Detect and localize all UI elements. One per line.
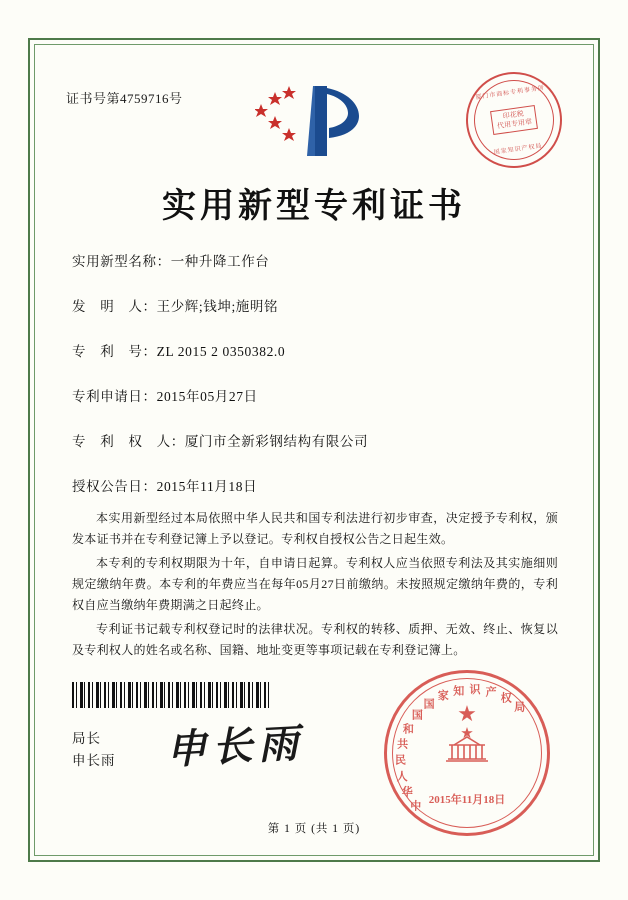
- stamp-duty-seal: [460, 66, 568, 174]
- barcode-icon: [72, 682, 272, 708]
- field-patent-number: [72, 340, 556, 360]
- corner-ornament-bottom-right: [574, 836, 600, 862]
- field-value: ZL 2015 2 0350382.0: [156, 344, 286, 359]
- corner-ornament-top-right: [574, 38, 600, 64]
- corner-ornament-top-left: [28, 38, 54, 64]
- field-label: 授权公告日：: [72, 479, 157, 494]
- legal-paragraph-2: 本专利的专利权期限为十年，自申请日起算。专利权人应当依照专利法及其实施细则规定缴纳年费。本专利的年费应当在每年05月27日前缴纳。未按照规定缴纳年费的，专利权自应当缴纳年费期满之日起终止。: [72, 556, 558, 612]
- signature-block: [72, 728, 116, 772]
- star-icon: ★: [457, 701, 477, 726]
- certificate-number: 证书号第4759716号: [66, 91, 183, 106]
- corner-ornament-bottom-left: [28, 836, 54, 862]
- page-title: 实用新型专利证书: [162, 188, 466, 225]
- seal-arc-text: 中 华 人 民 共 和 国 国 家 知 识 产 权 局: [395, 684, 526, 813]
- cnipa-logo-icon: [255, 82, 373, 160]
- field-grant-announcement-date: [72, 475, 556, 495]
- director-title-label: 局长: [72, 731, 101, 746]
- patent-fields: [72, 250, 556, 520]
- legal-text: [72, 508, 558, 664]
- field-value: 2015年11月18日: [156, 479, 258, 494]
- director-name-label: 申长雨: [72, 753, 116, 768]
- field-utility-model-name: [72, 250, 556, 270]
- legal-paragraph-3: 专利证书记载专利权登记时的法律状况。专利权的转移、质押、无效、终止、恢复以及专利权人的姓名或名称、国籍、地址变更等事项记载在专利登记簿上。: [72, 622, 558, 657]
- seal-center-line1: 印花税: [502, 109, 525, 121]
- field-label: 发 明 人：: [72, 299, 157, 314]
- national-office-seal: [384, 670, 550, 836]
- seal-arc-bottom-text: 国家知识产权局: [493, 143, 543, 157]
- field-patentee: [72, 430, 556, 450]
- seal-center-line2: 代用专用章: [496, 117, 533, 131]
- field-value: 一种升降工作台: [170, 254, 270, 269]
- field-inventors: [72, 295, 556, 315]
- field-value: 厦门市全新彩钢结构有限公司: [184, 434, 369, 449]
- legal-paragraph-1: 本实用新型经过本局依照中华人民共和国专利法进行初步审查，决定授予专利权，颁发本证书并在专利登记簿上予以登记。专利权自授权公告之日起生效。: [72, 511, 558, 546]
- handwritten-signature: 申长雨: [165, 720, 306, 773]
- field-application-date: [72, 385, 556, 405]
- field-label: 实用新型名称：: [72, 254, 171, 269]
- page-footer: 第 1 页 (共 1 页): [267, 823, 361, 835]
- field-value: 2015年05月27日: [156, 389, 258, 404]
- field-label: 专利申请日：: [72, 389, 157, 404]
- seal-date: 2015年11月18日: [428, 794, 506, 806]
- field-label: 专 利 权 人：: [72, 434, 185, 449]
- field-label: 专 利 号：: [72, 344, 157, 359]
- seal-arc-top-text: 厦门市商标专利事务所: [475, 85, 546, 102]
- field-value: 王少辉;钱坤;施明铭: [156, 299, 279, 314]
